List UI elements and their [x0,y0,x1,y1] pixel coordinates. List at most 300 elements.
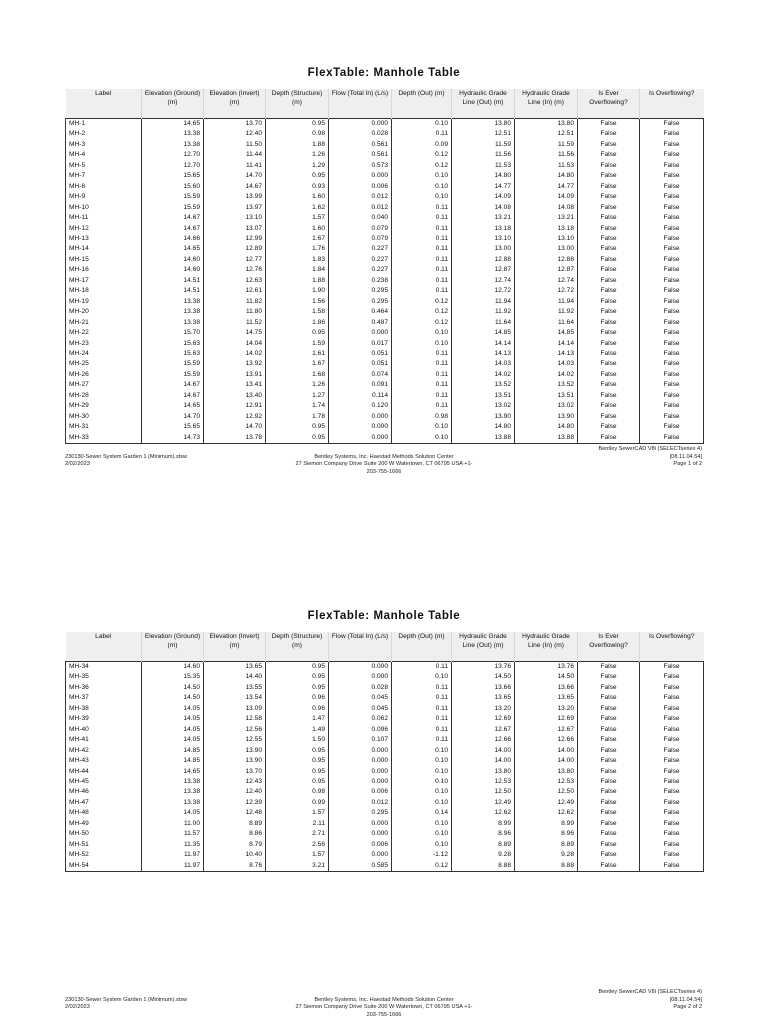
table-cell: 13.78 [204,433,266,444]
table-cell: 14.00 [515,756,578,766]
table-cell: 0.012 [329,798,392,808]
table-cell: 1.67 [266,234,329,244]
table-cell: 0.028 [329,129,392,139]
table-cell: 0.227 [329,244,392,254]
table-cell: False [578,140,640,150]
column-header: Is Overflowing? [640,89,704,119]
row-label: MH-9 [66,192,142,202]
table-cell: 0.11 [392,213,452,223]
table-cell: False [640,224,704,234]
table-cell: 0.000 [329,328,392,338]
table-cell: 0.95 [266,683,329,693]
row-label: MH-14 [66,244,142,254]
table-cell: 8.89 [515,840,578,850]
table-cell: 1.27 [266,391,329,401]
table-cell: 0.95 [266,662,329,673]
table-cell: False [640,735,704,745]
table-cell: 1.29 [266,161,329,171]
table-row [66,182,704,192]
table-cell: 8.99 [515,819,578,829]
table-cell: 14.51 [142,276,204,286]
table-cell: 14.70 [204,171,266,181]
table-cell: 1.57 [266,808,329,818]
table-cell: 0.074 [329,370,392,380]
table-cell: 0.045 [329,704,392,714]
table-cell: 0.10 [392,119,452,130]
table-cell: 14.67 [142,224,204,234]
table-cell: 0.000 [329,412,392,422]
table-row [66,224,704,234]
table-cell: 0.10 [392,192,452,202]
table-cell: 14.09 [452,192,515,202]
table-cell: False [578,380,640,390]
table-cell: False [578,840,640,850]
table-cell: False [578,286,640,296]
table-cell: 14.50 [515,672,578,682]
table-row [66,735,704,745]
table-cell: 0.10 [392,819,452,829]
table-row [66,307,704,317]
table-cell: 14.03 [452,359,515,369]
table-cell: 13.90 [204,746,266,756]
table-cell: 0.11 [392,234,452,244]
table-cell: False [640,370,704,380]
table-cell: 11.94 [515,297,578,307]
table-cell: 12.67 [452,725,515,735]
table-cell: 14.67 [142,213,204,223]
table-cell: 1.68 [266,370,329,380]
table-cell: 14.77 [515,182,578,192]
table-cell: False [578,829,640,839]
table-cell: 12.69 [452,714,515,724]
table-cell: False [578,150,640,160]
table-cell: 14.04 [204,339,266,349]
table-cell: 8.96 [515,829,578,839]
table-cell: 14.65 [142,244,204,254]
table-row [66,433,704,444]
table-cell: False [578,339,640,349]
table-cell: 14.40 [204,672,266,682]
table-cell: 0.10 [392,829,452,839]
table-cell: 0.11 [392,401,452,411]
table-cell: 2.71 [266,829,329,839]
table-cell: 13.65 [452,693,515,703]
table-cell: False [640,672,704,682]
table-row [66,787,704,797]
table-cell: 15.70 [142,328,204,338]
table-row [66,704,704,714]
table-cell: 1.88 [266,276,329,286]
table-cell: 11.59 [515,140,578,150]
table-cell: False [640,380,704,390]
table-cell: 0.10 [392,777,452,787]
table-cell: 1.61 [266,349,329,359]
table-cell: 13.51 [515,391,578,401]
table-cell: 12.53 [515,777,578,787]
table-cell: False [578,422,640,432]
table-cell: False [640,850,704,860]
table-cell: 14.85 [452,328,515,338]
table-cell: 11.44 [204,150,266,160]
table-cell: 14.05 [142,714,204,724]
table-row [66,819,704,829]
table-cell: 0.11 [392,349,452,359]
table-cell: 14.80 [452,422,515,432]
row-label: MH-24 [66,349,142,359]
table-cell: 0.096 [329,725,392,735]
table-cell: 14.65 [142,401,204,411]
table-cell: 14.05 [142,704,204,714]
table-cell: 14.02 [452,370,515,380]
footer-right [670,454,702,469]
table-cell: False [578,276,640,286]
table-cell: False [640,150,704,160]
table-cell: 14.80 [515,171,578,181]
table-cell: 11.94 [452,297,515,307]
table-cell: 1.26 [266,150,329,160]
table-cell: False [640,662,704,673]
table-cell: 0.09 [392,140,452,150]
table-cell: False [640,328,704,338]
table-cell: 13.70 [204,767,266,777]
table-cell: 13.97 [204,203,266,213]
table-cell: 14.77 [452,182,515,192]
table-row [66,662,704,673]
table-cell: 12.69 [515,714,578,724]
table-cell: False [640,412,704,422]
table-cell: 0.000 [329,171,392,181]
table-cell: 0.11 [392,735,452,745]
table-row [66,683,704,693]
table-cell: False [578,297,640,307]
table-cell: 10.40 [204,850,266,860]
table-cell: 0.10 [392,767,452,777]
table-cell: 8.88 [515,861,578,872]
row-label: MH-35 [66,672,142,682]
table-cell: 0.11 [392,255,452,265]
table-cell: 11.92 [515,307,578,317]
table-cell: 3.21 [266,861,329,872]
table-cell: 0.114 [329,391,392,401]
table-row [66,192,704,202]
column-header: Is Ever Overflowing? [578,89,640,119]
row-label: MH-7 [66,171,142,181]
table-cell: 14.03 [515,359,578,369]
table-header-row [66,632,704,662]
table-row [66,318,704,328]
table-row [66,150,704,160]
table-cell: 0.295 [329,297,392,307]
table-cell: 12.48 [204,808,266,818]
table-cell: 8.99 [452,819,515,829]
table-cell: 11.56 [515,150,578,160]
table-cell: 0.227 [329,255,392,265]
row-label: MH-47 [66,798,142,808]
table-cell: False [578,412,640,422]
table-cell: False [578,683,640,693]
table-row [66,129,704,139]
table-cell: 13.80 [515,767,578,777]
table-cell: 12.56 [204,725,266,735]
table-cell: 0.012 [329,203,392,213]
table-cell: 1.67 [266,359,329,369]
table-row [66,255,704,265]
table-cell: False [640,276,704,286]
table-cell: False [640,819,704,829]
table-cell: 14.70 [142,412,204,422]
table-row [66,850,704,860]
table-cell: 8.89 [204,819,266,829]
table-cell: 0.11 [392,276,452,286]
row-label: MH-17 [66,276,142,286]
table-cell: 12.72 [515,286,578,296]
table-cell: 12.76 [204,265,266,275]
table-cell: 14.67 [142,380,204,390]
table-cell: 15.59 [142,370,204,380]
table-cell: 14.85 [142,756,204,766]
table-cell: 12.49 [515,798,578,808]
table-cell: 13.88 [515,433,578,444]
table-cell: 0.10 [392,798,452,808]
table-cell: 0.295 [329,286,392,296]
table-cell: 0.11 [392,359,452,369]
table-cell: 11.82 [204,297,266,307]
table-cell: 0.93 [266,182,329,192]
table-cell: 13.20 [515,704,578,714]
table-cell: 0.12 [392,150,452,160]
table-cell: 11.59 [452,140,515,150]
table-cell: 1.57 [266,850,329,860]
table-cell: 13.54 [204,693,266,703]
row-label: MH-38 [66,704,142,714]
table-cell: 0.585 [329,861,392,872]
table-cell: False [640,129,704,139]
table-cell: 12.67 [515,725,578,735]
table-cell: 13.90 [515,412,578,422]
table-cell: 0.000 [329,756,392,766]
table-row [66,693,704,703]
table-cell: 1.76 [266,244,329,254]
table-cell: 13.38 [142,129,204,139]
table-cell: 0.11 [392,662,452,673]
table-cell: 11.57 [142,829,204,839]
table-cell: 1.60 [266,224,329,234]
table-cell: 13.88 [452,433,515,444]
row-label: MH-52 [66,850,142,860]
table-cell: 12.70 [142,161,204,171]
table-cell: 0.11 [392,265,452,275]
footer-product: Bentley SewerCAD V8i (SELECTseries 4) [598,989,702,995]
table-cell: 14.50 [142,693,204,703]
row-label: MH-4 [66,150,142,160]
table-cell: False [578,234,640,244]
table-cell: 0.11 [392,370,452,380]
table-cell: 8.88 [452,861,515,872]
table-cell: 0.10 [392,422,452,432]
table-cell: 0.006 [329,787,392,797]
table-cell: 15.65 [142,171,204,181]
row-label: MH-2 [66,129,142,139]
table-cell: 14.50 [452,672,515,682]
table-cell: False [578,693,640,703]
column-header: Elevation (Ground) (m) [142,632,204,662]
table-cell: 0.11 [392,725,452,735]
table-cell: 12.74 [515,276,578,286]
table-cell: 1.86 [266,318,329,328]
column-header: Is Overflowing? [640,632,704,662]
row-label: MH-34 [66,662,142,673]
table-cell: 13.10 [452,234,515,244]
table-cell: False [578,171,640,181]
table-row [66,861,704,872]
table-cell: 13.40 [204,391,266,401]
row-label: MH-3 [66,140,142,150]
table-cell: 0.091 [329,380,392,390]
row-label: MH-50 [66,829,142,839]
footer-version: [08.11.04.54] [669,997,702,1003]
column-header: Elevation (Invert) (m) [204,632,266,662]
table-cell: 0.95 [266,119,329,130]
table-cell: 0.051 [329,349,392,359]
table-cell: False [578,119,640,130]
table-cell: 13.80 [452,119,515,130]
table-cell: 12.88 [515,255,578,265]
table-cell: False [640,359,704,369]
table-cell: 14.08 [515,203,578,213]
table-cell: False [578,192,640,202]
table-cell: 13.02 [452,401,515,411]
table-cell: 14.00 [452,746,515,756]
column-header: Flow (Total In) (L/s) [329,89,392,119]
table-cell: 14.05 [142,808,204,818]
table-cell: 0.11 [392,714,452,724]
table-cell: 0.98 [266,129,329,139]
footer-center [268,997,500,1019]
table-cell: 11.97 [142,850,204,860]
footer-date: 2/02/2023 [65,1004,90,1011]
table-cell: False [640,725,704,735]
table-cell: False [640,777,704,787]
footer-right [670,997,702,1012]
row-label: MH-28 [66,391,142,401]
footer-left [65,454,187,469]
table-cell: 1.49 [266,725,329,735]
table-cell: False [640,161,704,171]
table-row [66,767,704,777]
table-cell: 13.52 [515,380,578,390]
table-cell: False [578,746,640,756]
manhole-table [65,632,704,872]
table-cell: 11.50 [204,140,266,150]
table-row [66,140,704,150]
table-cell: False [640,861,704,872]
table-cell: 0.017 [329,339,392,349]
table-cell: 13.41 [204,380,266,390]
table-cell: 0.95 [266,756,329,766]
table-cell: 0.000 [329,672,392,682]
table-cell: 13.38 [142,777,204,787]
footer-company: Bentley Systems, Inc. Haestad Methods Solution Center [314,997,454,1003]
table-cell: False [578,129,640,139]
table-cell: 11.92 [452,307,515,317]
footer-address: 27 Siemon Company Drive Suite 200 W Watertown, CT 06795 USA +1- [295,1004,473,1011]
table-cell: False [640,798,704,808]
table-cell: 0.012 [329,192,392,202]
table-cell: 0.10 [392,182,452,192]
footer-file: 230130-Sewer System Garden 1 (Minimum).stsw [65,454,188,460]
table-cell: 13.55 [204,683,266,693]
table-cell: False [578,391,640,401]
table-cell: 12.89 [204,244,266,254]
table-cell: 11.53 [452,161,515,171]
table-cell: 0.12 [392,318,452,328]
column-header: Hydraulic Grade Line (In) (m) [515,89,578,119]
table-cell: 14.80 [515,422,578,432]
table-cell: 12.61 [204,286,266,296]
table-row [66,840,704,850]
table-cell: False [640,704,704,714]
table-cell: False [578,401,640,411]
row-label: MH-48 [66,808,142,818]
table-cell: False [578,307,640,317]
table-cell: 13.90 [204,756,266,766]
table-cell: 13.92 [204,359,266,369]
table-cell: 14.60 [142,265,204,275]
table-cell: 12.51 [452,129,515,139]
table-cell: False [578,767,640,777]
table-cell: 9.28 [515,850,578,860]
table-row [66,746,704,756]
table-cell: 0.95 [266,767,329,777]
table-cell: False [640,422,704,432]
table-cell: 14.80 [452,171,515,181]
table-cell: 13.66 [452,683,515,693]
table-cell: False [578,861,640,872]
row-label: MH-42 [66,746,142,756]
table-cell: 13.18 [452,224,515,234]
table-row [66,359,704,369]
table-cell: 1.56 [266,297,329,307]
table-cell: False [578,787,640,797]
row-label: MH-19 [66,297,142,307]
table-cell: 12.66 [515,735,578,745]
table-row [66,213,704,223]
table-cell: 1.83 [266,255,329,265]
column-header: Hydraulic Grade Line (Out) (m) [452,89,515,119]
table-cell: 1.26 [266,380,329,390]
table-cell: False [640,318,704,328]
table-cell: 1.50 [266,735,329,745]
table-cell: 0.12 [392,161,452,171]
table-cell: 13.09 [204,704,266,714]
table-cell: 0.045 [329,693,392,703]
table-cell: False [640,286,704,296]
table-cell: 12.87 [452,265,515,275]
footer-address: 27 Siemon Company Drive Suite 200 W Watertown, CT 06795 USA +1- [295,461,473,468]
table-cell: 1.60 [266,192,329,202]
table-cell: 0.10 [392,756,452,766]
table-cell: 0.573 [329,161,392,171]
table-row [66,328,704,338]
column-header: Depth (Out) (m) [392,632,452,662]
table-cell: 1.78 [266,412,329,422]
table-cell: 0.000 [329,746,392,756]
table-cell: 0.95 [266,328,329,338]
table-cell: 13.20 [452,704,515,714]
table-cell: 0.000 [329,662,392,673]
row-label: MH-10 [66,203,142,213]
table-cell: False [578,819,640,829]
